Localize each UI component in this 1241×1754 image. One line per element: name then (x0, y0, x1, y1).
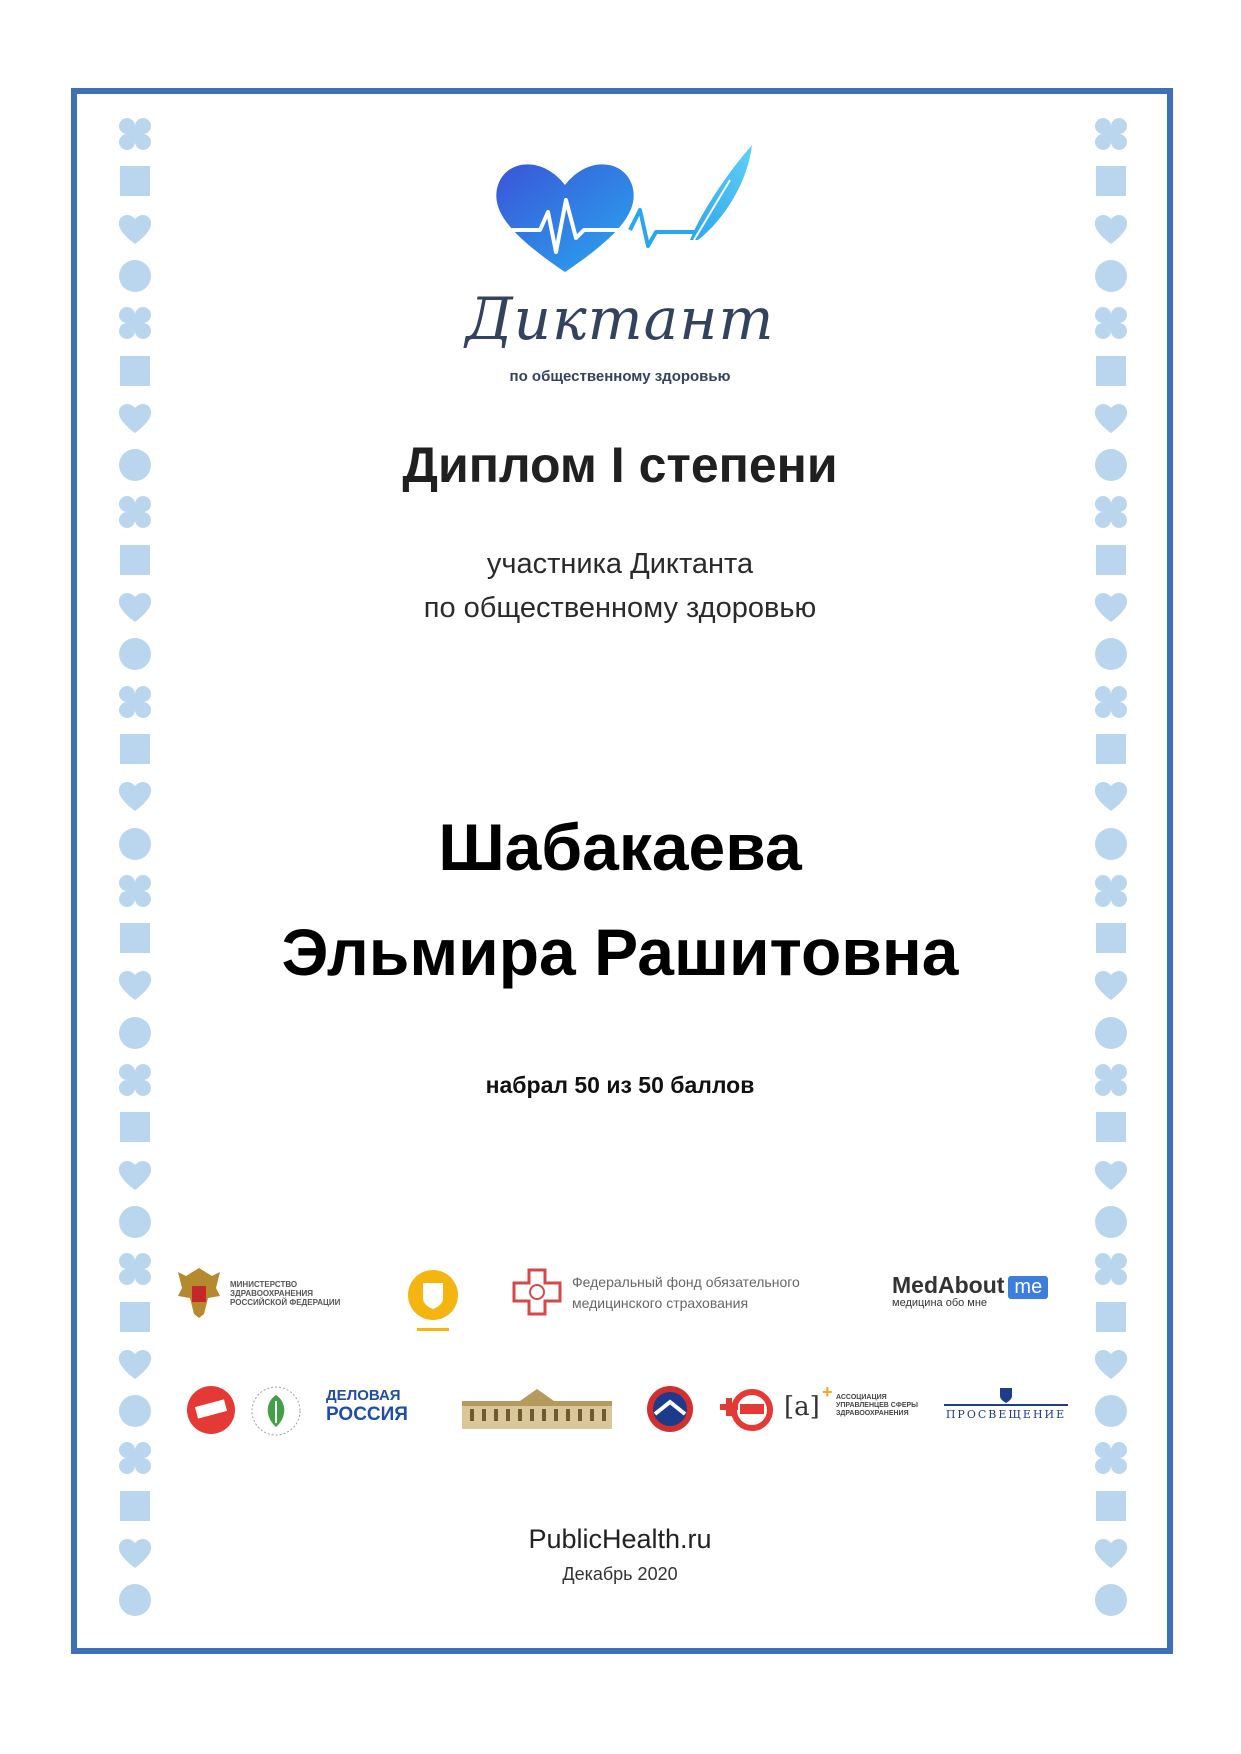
heart-icon (1093, 778, 1129, 814)
association-bracket-a-icon: [a] (784, 1392, 820, 1422)
aif-zdorovye-logo-icon (186, 1385, 236, 1435)
cross-icon (1093, 116, 1129, 152)
heart-icon (1093, 967, 1129, 1003)
recipient-given-names: Эльмира Рашитовна (281, 915, 959, 989)
circle-icon (117, 258, 153, 294)
circle-icon (1093, 447, 1129, 483)
cross-icon (117, 1062, 153, 1098)
prosveshchenie-logo (944, 1386, 1068, 1430)
heart-icon (117, 589, 153, 625)
ffoms-cross-icon (512, 1268, 562, 1316)
circle-icon (1093, 826, 1129, 862)
square-icon (117, 353, 153, 389)
minzdrav-line-3: РОССИЙСКОЙ ФЕДЕРАЦИИ (230, 1298, 341, 1307)
cross-icon (117, 684, 153, 720)
circle-icon (117, 636, 153, 672)
heart-icon (117, 1346, 153, 1382)
logo-subtitle: по общественному здоровью (509, 368, 731, 385)
circle-icon (1093, 1204, 1129, 1240)
square-icon (1093, 1109, 1129, 1145)
footer-date: Декабрь 2020 (562, 1564, 678, 1584)
circle-icon (1093, 1015, 1129, 1051)
recipient-name (180, 795, 1060, 1005)
circle-icon (117, 826, 153, 862)
square-icon (117, 1488, 153, 1524)
cross-icon (117, 116, 153, 152)
heart-icon (1093, 1346, 1129, 1382)
cross-icon (1093, 1062, 1129, 1098)
heart-icon (1093, 1157, 1129, 1193)
circle-icon (117, 1015, 153, 1051)
square-icon (1093, 163, 1129, 199)
square-icon (1093, 1299, 1129, 1335)
cross-icon (117, 1440, 153, 1476)
square-icon (1093, 731, 1129, 767)
prosveshchenie-emblem-icon (998, 1386, 1014, 1404)
heart-icon (1093, 400, 1129, 436)
square-icon (1093, 542, 1129, 578)
heart-icon (117, 211, 153, 247)
university-building-icon (462, 1385, 612, 1431)
cross-icon (1093, 873, 1129, 909)
delovaya-line-1: ДЕЛОВАЯ (326, 1387, 401, 1404)
association-line-3: ЗДРАВООХРАНЕНИЯ (836, 1410, 909, 1417)
ffoms-line-2: медицинского страхования (572, 1295, 749, 1311)
medabout-badge: me (1008, 1276, 1048, 1299)
association-plus-icon: + (822, 1382, 833, 1402)
health-ministry-center-logo-icon (250, 1385, 302, 1437)
circle-icon (117, 1582, 153, 1618)
circle-icon (1093, 636, 1129, 672)
heart-icon (1093, 1535, 1129, 1571)
ffoms-line-1: Федеральный фонд обязательного (572, 1274, 800, 1290)
cross-icon (117, 1251, 153, 1287)
square-icon (117, 1299, 153, 1335)
subtitle-line-1: участника Диктанта (486, 548, 754, 580)
circle-icon (117, 447, 153, 483)
medical-society-logo-icon (645, 1384, 695, 1434)
medabout-name: MedAbout (892, 1272, 1005, 1298)
square-icon (117, 542, 153, 578)
heart-icon (117, 967, 153, 1003)
medabout-logo (892, 1272, 1072, 1309)
recipient-surname: Шабакаева (438, 810, 802, 884)
minzdrav-label (230, 1280, 340, 1307)
subtitle-line-2: по общественному здоровью (423, 592, 817, 624)
score-text: набрал 50 из 50 баллов (485, 1072, 755, 1098)
cross-icon (1093, 1440, 1129, 1476)
circle-icon (1093, 1393, 1129, 1429)
circle-icon (117, 1393, 153, 1429)
prosveshchenie-label: ПРОСВЕЩЕНИЕ (945, 1408, 1067, 1421)
russian-emblem-icon (174, 1264, 224, 1320)
circle-icon (1093, 258, 1129, 294)
cross-icon (117, 873, 153, 909)
square-icon (117, 1109, 153, 1145)
diploma-subtitle (200, 542, 1040, 630)
heart-icon (1093, 211, 1129, 247)
square-icon (1093, 353, 1129, 389)
heart-icon (117, 400, 153, 436)
diploma-title: Диплом I степени (402, 437, 838, 493)
association-line-2: УПРАВЛЕНЦЕВ СФЕРЫ (836, 1402, 919, 1409)
cross-icon (1093, 1251, 1129, 1287)
heart-icon (117, 778, 153, 814)
cross-icon (1093, 305, 1129, 341)
league-oz-logo-icon (712, 1384, 774, 1436)
rospotrebnadzor-logo-icon (405, 1268, 461, 1338)
minzdrav-line-1: МИНИСТЕРСТВО (230, 1280, 298, 1289)
heart-icon (117, 1535, 153, 1571)
cross-icon (1093, 494, 1129, 530)
medabout-tagline: медицина обо мне (892, 1297, 988, 1309)
cross-icon (117, 494, 153, 530)
logo-wordmark: Диктант (465, 285, 775, 353)
square-icon (1093, 920, 1129, 956)
delovaya-rossiya-logo (326, 1388, 430, 1432)
cross-icon (117, 305, 153, 341)
square-icon (117, 731, 153, 767)
square-icon (1093, 1488, 1129, 1524)
circle-icon (117, 1204, 153, 1240)
heart-icon (1093, 589, 1129, 625)
association-line-1: АССОЦИАЦИЯ (836, 1394, 887, 1401)
square-icon (117, 163, 153, 199)
heart-icon (117, 1157, 153, 1193)
minzdrav-line-2: ЗДРАВООХРАНЕНИЯ (230, 1289, 313, 1298)
delovaya-line-2: РОССИЯ (326, 1404, 408, 1425)
footer-website: PublicHealth.ru (528, 1524, 712, 1554)
cross-icon (1093, 684, 1129, 720)
circle-icon (1093, 1582, 1129, 1618)
square-icon (117, 920, 153, 956)
association-logo (784, 1382, 934, 1432)
